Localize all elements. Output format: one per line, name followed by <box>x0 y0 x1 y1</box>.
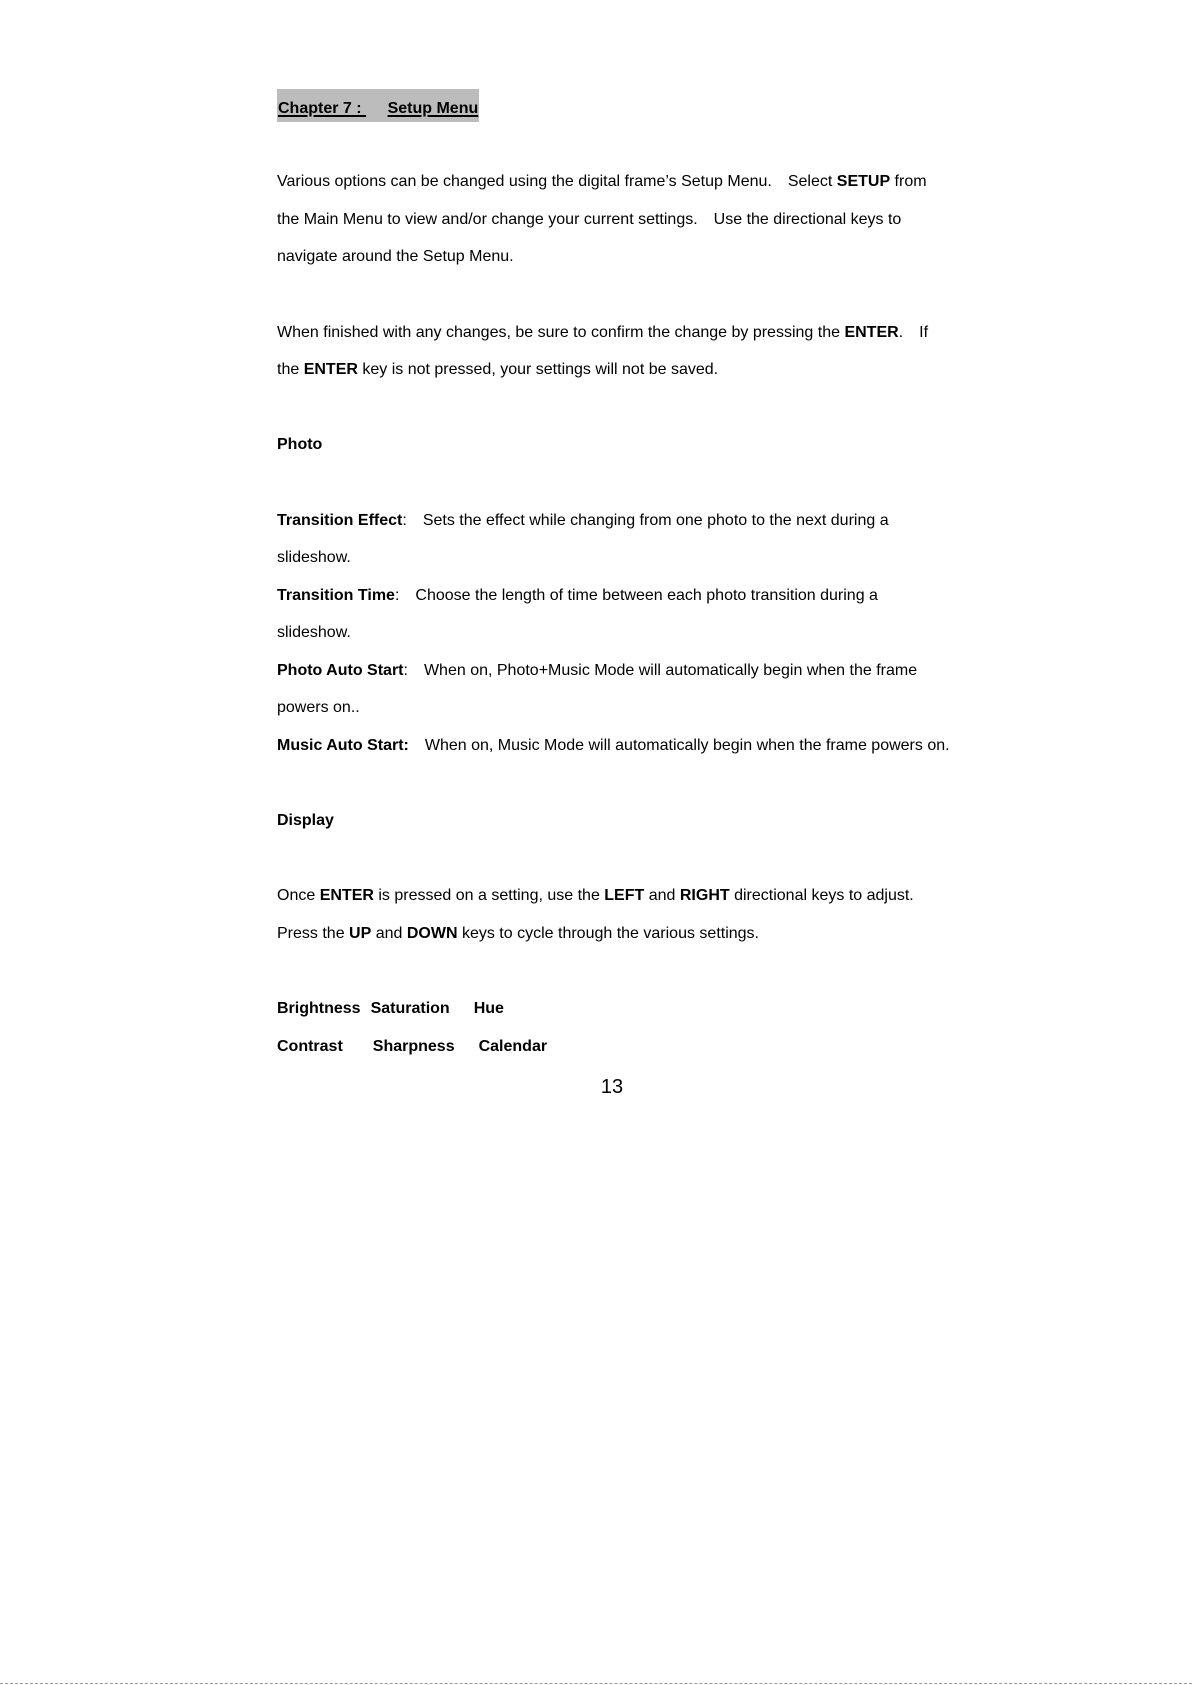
chapter-number: Chapter 7 : <box>278 100 362 117</box>
display-line-1: Once ENTER is pressed on a setting, use the LEFT and RIGHT directional keys to adjust. <box>277 887 914 904</box>
setting-brightness: Brightness <box>277 1000 361 1017</box>
intro-line-2: the Main Menu to view and/or change your current settings. Use the directional keys to <box>277 211 902 228</box>
chapter-heading <box>277 89 479 122</box>
photo-item-photo-auto-start: Photo Auto Start: When on, Photo+Music Mode will automatically begin when the frame <box>277 662 918 679</box>
photo-item-transition-time: Transition Time: Choose the length of time between each photo transition during a <box>277 587 878 604</box>
setting-contrast: Contrast <box>277 1038 343 1055</box>
photo-item-photo-auto-start-cont: powers on.. <box>277 699 360 716</box>
term: Transition Effect <box>277 512 403 529</box>
page-bottom-rule <box>0 1683 1192 1684</box>
photo-heading: Photo <box>277 436 323 453</box>
confirm-line-2: the ENTER key is not pressed, your settings will not be saved. <box>277 361 719 378</box>
intro-line-3: navigate around the Setup Menu. <box>277 248 514 265</box>
photo-item-music-auto-start: Music Auto Start: When on, Music Mode will automatically begin when the frame powers on. <box>277 737 950 754</box>
enter-keyword: ENTER <box>844 324 899 341</box>
photo-item-transition-effect: Transition Effect: Sets the effect while changing from one photo to the next during a <box>277 512 889 529</box>
setup-keyword: SETUP <box>836 173 891 190</box>
enter-keyword: ENTER <box>303 361 358 378</box>
setting-sharpness: Sharpness <box>372 1038 455 1055</box>
photo-item-transition-time-cont: slideshow. <box>277 624 351 641</box>
display-heading: Display <box>277 812 334 829</box>
confirm-line-1: When finished with any changes, be sure to confirm the change by pressing the ENTER. If <box>277 324 929 341</box>
term: Music Auto Start: <box>277 737 409 754</box>
setting-saturation: Saturation <box>370 1000 450 1017</box>
chapter-title: Setup Menu <box>387 100 479 117</box>
page-number: 13 <box>600 1076 624 1098</box>
term: Photo Auto Start <box>277 662 404 679</box>
display-line-2: Press the UP and DOWN keys to cycle through the various settings. <box>277 925 759 942</box>
intro-line-1: Various options can be changed using the digital frame’s Setup Menu. Select SETUP from <box>277 173 927 190</box>
setting-calendar: Calendar <box>478 1038 548 1055</box>
display-settings-row-2 <box>277 1037 547 1057</box>
term: Transition Time <box>277 587 395 604</box>
photo-item-transition-effect-cont: slideshow. <box>277 549 351 566</box>
setting-hue: Hue <box>473 1000 504 1017</box>
display-settings-row-1 <box>277 999 504 1019</box>
